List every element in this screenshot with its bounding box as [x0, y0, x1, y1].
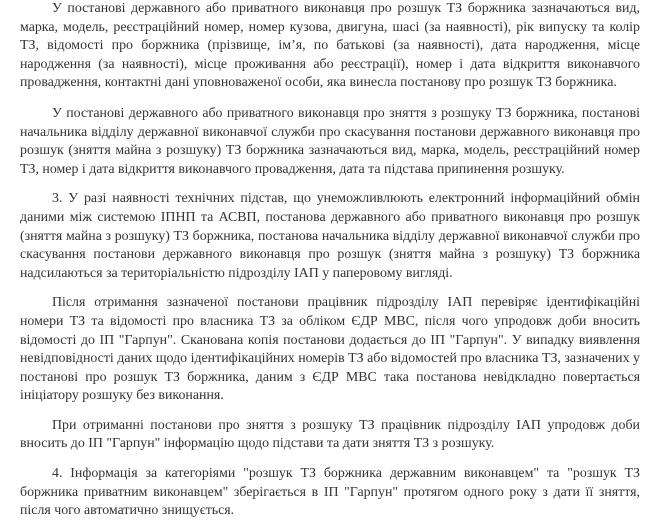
paragraph: 4. Інформація за категоріями "розшук ТЗ боржника державним виконавцем" та "розшук ТЗ боржника приватним виконавцем" зберігається в ІП "Гарпун" протягом одного року з дати її зняття, після чого автоматично знищується.	[20, 466, 640, 519]
paragraph: При отриманні постанови про зняття з розшуку ТЗ працівник підрозділу ІАП упродовж доби вносить до ІП "Гарпун" інформацію щодо підстави та дати зняття ТЗ з розшуку.	[20, 417, 640, 452]
paragraph: У постанові державного або приватного виконавця про розшук ТЗ боржника зазначаються вид, марка, модель, реєстраційний номер, номер кузова, двигуна, шасі (за наявності), рік випуску та колір ТЗ, відомості про боржника (прізвище, ім’я, по батькові (за наявності), дата народження, місце народження (за наявності), місце проживання або реєстрації), номер і дата відкриття виконавчого провадження, контактні дані уповноваженої особи, яка винесла постанову про розшук ТЗ боржника.	[20, 1, 640, 91]
paragraph: Після отримання зазначеної постанови працівник підрозділу ІАП перевіряє ідентифікаційні номери ТЗ та відомості про власника ТЗ за обліком ЄДР МВС, після чого упродовж доби вносить відомості до ІП "Гарпун". Сканована копія постанови додається до ІП "Гарпун". У випадку виявлення невідповідності даних щодо ідентифікаційних номерів ТЗ або відомостей про власника ТЗ, зазначених у постанові про розшук ТЗ боржника, даним з ЄДР МВС така постанова невідкладно повертається ініціатору розшуку без виконання.	[20, 295, 640, 404]
document-body	[20, 0, 640, 521]
paragraph: У постанові державного або приватного виконавця про зняття з розшуку ТЗ боржника, постанові начальника відділу державної виконавчої служби про скасування постанови державного виконавця про розшук (зняття майна з розшуку) ТЗ боржника зазначаються вид, марка, модель, реєстраційний номер ТЗ, номер і дата відкриття виконавчого провадження, дата та підстава припинення розшуку.	[20, 105, 640, 177]
paragraph: 3. У разі наявності технічних підстав, що унеможливлюють електронний інформаційний обмін даними між системою ІПНП та АСВП, постанова державного або приватного виконавця про розшук (зняття майна з розшуку) ТЗ боржника, постанова начальника відділу державної виконавчої служби про скасування постанови державного виконавця про розшук (зняття майна з розшуку) ТЗ боржника надсилаються за територіальністю підрозділу ІАП у паперовому вигляді.	[20, 191, 640, 281]
